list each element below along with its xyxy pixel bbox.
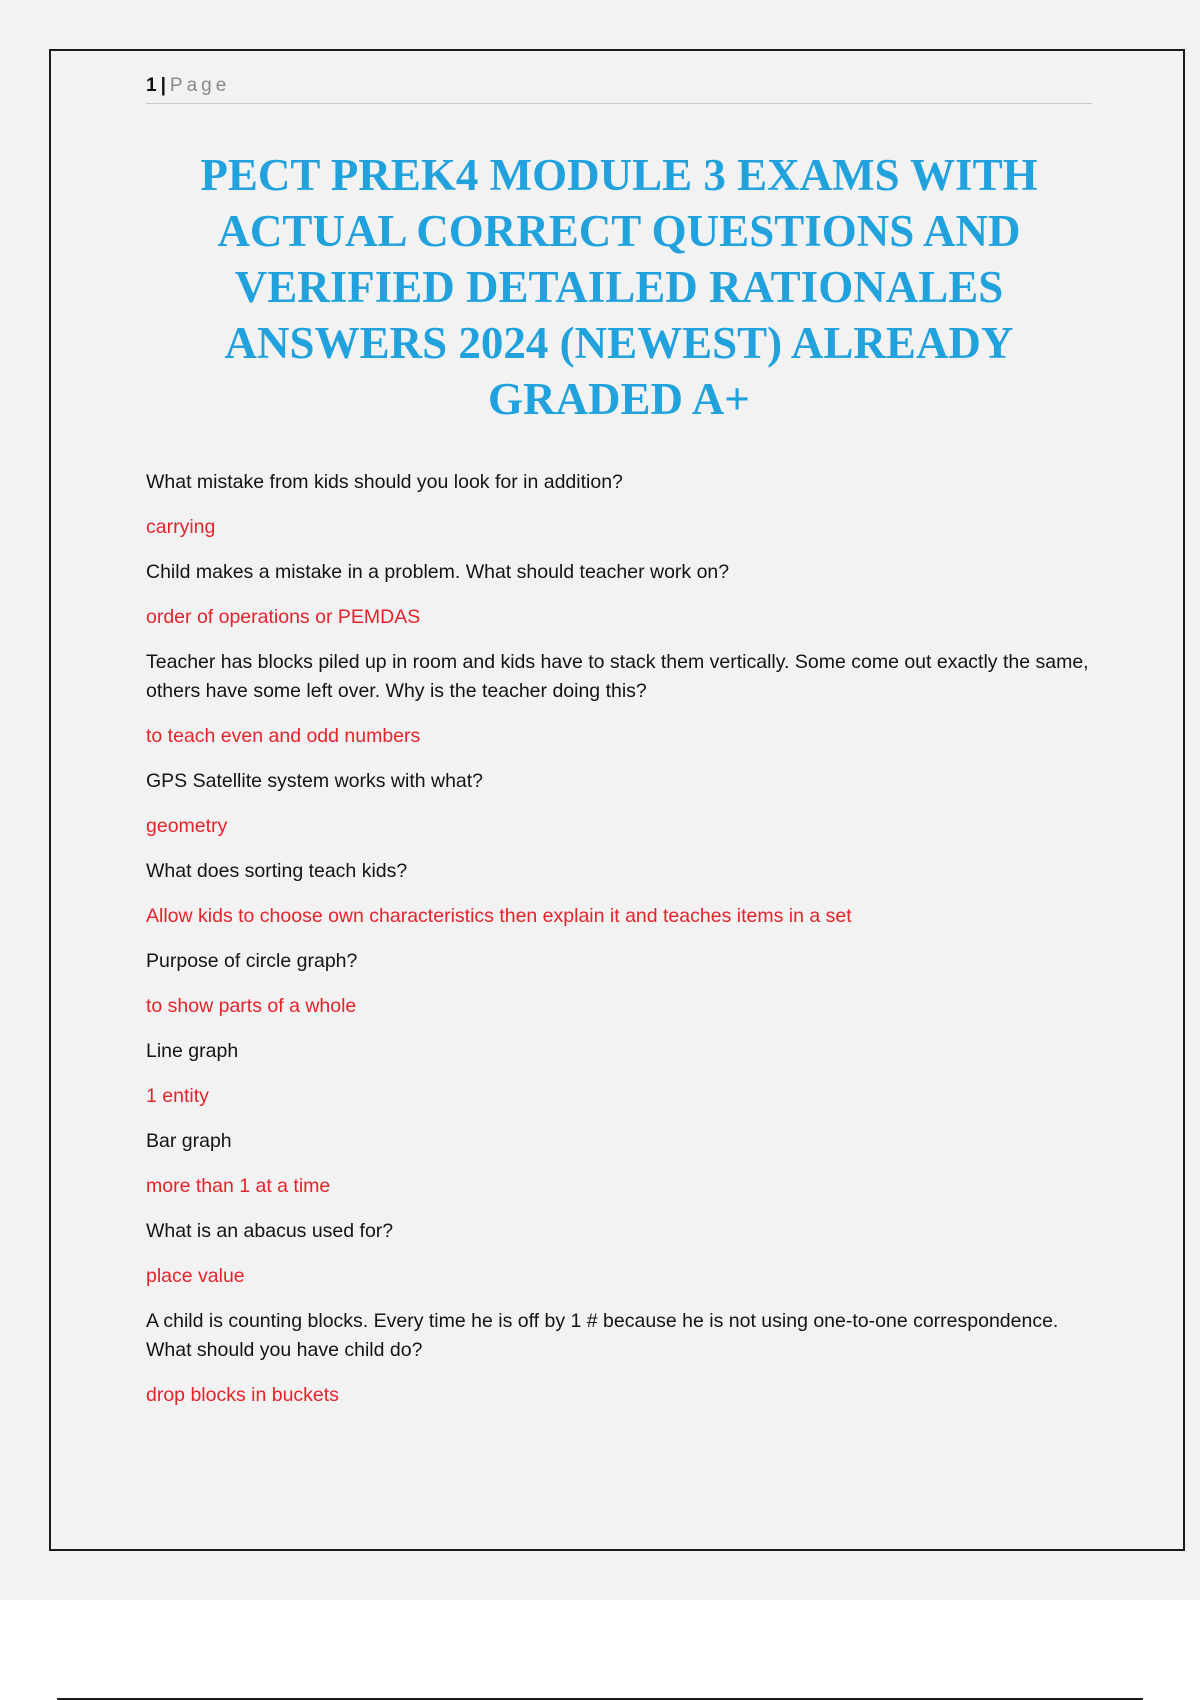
question-9: What is an abacus used for? bbox=[146, 1220, 394, 1242]
question-5: What does sorting teach kids? bbox=[146, 860, 408, 882]
question-7: Line graph bbox=[146, 1040, 239, 1062]
answer-4: geometry bbox=[146, 815, 228, 837]
question-4: GPS Satellite system works with what? bbox=[146, 770, 484, 792]
document-page bbox=[49, 49, 1185, 1551]
answer-7: 1 entity bbox=[146, 1085, 209, 1107]
question-10: A child is counting blocks. Every time he is off by 1 # because he is not using one-to-one correspondence. What should you have child do? bbox=[146, 1310, 1059, 1361]
answer-10: drop blocks in buckets bbox=[146, 1384, 339, 1406]
next-page-strip bbox=[0, 1600, 1200, 1700]
answer-1: carrying bbox=[146, 516, 216, 538]
answer-8: more than 1 at a time bbox=[146, 1175, 331, 1197]
question-8: Bar graph bbox=[146, 1130, 232, 1152]
question-2: Child makes a mistake in a problem. What should teacher work on? bbox=[146, 561, 730, 583]
question-1: What mistake from kids should you look for in addition? bbox=[146, 471, 623, 493]
answer-9: place value bbox=[146, 1265, 245, 1287]
answer-6: to show parts of a whole bbox=[146, 995, 357, 1017]
question-3: Teacher has blocks piled up in room and kids have to stack them vertically. Some come out exactly the same, others have some left over. Why is the teacher doing this? bbox=[146, 651, 1089, 702]
document-title: PECT PREK4 MODULE 3 EXAMS WITH ACTUAL CORRECT QUESTIONS AND VERIFIED DETAILED RATIONALES ANSWERS 2024 (NEWEST) ALREADY GRADED A+ bbox=[200, 150, 1038, 424]
answer-5: Allow kids to choose own characteristics then explain it and teaches items in a set bbox=[146, 905, 852, 927]
page-separator: | bbox=[160, 75, 166, 96]
qa-list bbox=[146, 468, 1092, 1426]
answer-3: to teach even and odd numbers bbox=[146, 725, 421, 747]
page-number: 1 bbox=[146, 75, 157, 96]
page-header bbox=[146, 75, 1092, 104]
answer-2: order of operations or PEMDAS bbox=[146, 606, 421, 628]
page-label: Page bbox=[169, 75, 231, 96]
question-6: Purpose of circle graph? bbox=[146, 950, 358, 972]
